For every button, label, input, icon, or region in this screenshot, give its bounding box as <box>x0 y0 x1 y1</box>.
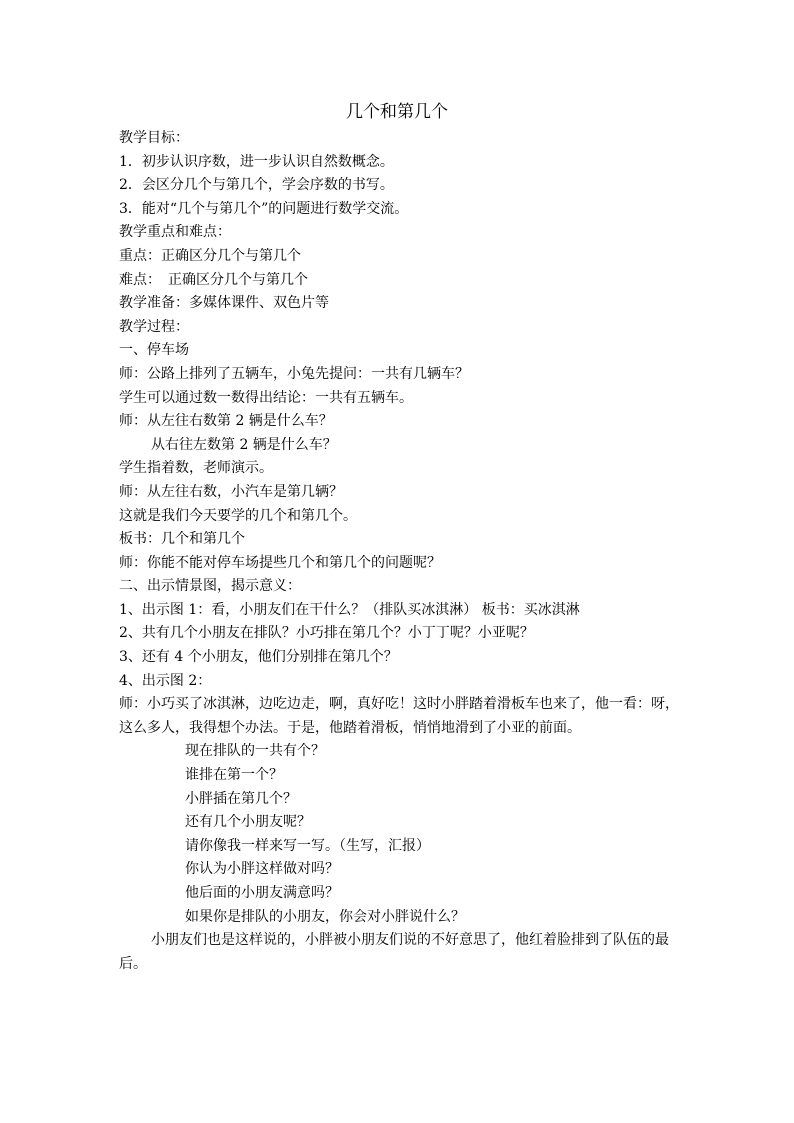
text-line: 学生指着数，老师演示。 <box>119 460 273 477</box>
objective-1: 1．初步认识序数，进一步认识自然数概念。 <box>119 153 394 170</box>
blackboard-note: 板书：几个和第几个 <box>119 531 245 548</box>
text-line: 师：从左往右数，小汽车是第几辆？ <box>119 483 343 500</box>
teaching-preparation: 教学准备：多媒体课件、双色片等 <box>119 295 329 312</box>
text-line: 学生可以通过数一数得出结论：一共有五辆车。 <box>119 389 413 406</box>
list-item: 2、共有几个小朋友在排队？小巧排在第几个？小丁丁呢？小亚呢？ <box>119 625 534 642</box>
question-line: 他后面的小朋友满意吗？ <box>185 885 339 901</box>
list-item: 1、出示图 1：看，小朋友们在干什么？（排队买冰淇淋） 板书：买冰淇淋 <box>119 601 580 618</box>
question-line: 小胖插在第几个？ <box>185 790 297 807</box>
section-heading-key-points: 教学重点和难点： <box>119 224 231 241</box>
text-line: 这就是我们今天要学的几个和第几个。 <box>119 507 357 524</box>
objective-2: 2．会区分几个与第几个，学会序数的书写。 <box>119 177 394 194</box>
question-line: 现在排队的一共有个？ <box>185 743 325 760</box>
teacher-story-paragraph: 师：小巧买了冰淇淋，边吃边走，啊，真好吃！这时小胖踏着滑板车也来了，他一看：呀，这么多人，我得想个办法。于是，他踏着滑板，悄悄地滑到了小亚的前面。 <box>119 696 679 736</box>
difficult-point: 难点： 正确区分几个与第几个 <box>119 271 308 288</box>
question-line: 还有几个小朋友呢？ <box>185 814 311 831</box>
question-line: 你认为小胖这样做对吗？ <box>185 861 339 878</box>
question-line: 谁排在第一个？ <box>185 767 283 784</box>
question-line: 请你像我一样来写一写。（生写，汇报） <box>185 837 430 854</box>
section-heading-process: 教学过程： <box>119 318 189 335</box>
question-line: 如果你是排队的小朋友，你会对小胖说什么？ <box>185 908 465 925</box>
list-item: 4、出示图 2： <box>119 672 212 689</box>
key-point: 重点：正确区分几个与第几个 <box>119 247 301 264</box>
objective-3: 3．能对“几个与第几个”的问题进行数学交流。 <box>119 200 409 217</box>
text-line: 师：公路上排列了五辆车，小兔先提问：一共有几辆车？ <box>119 365 469 382</box>
part-one-heading: 一、停车场 <box>119 342 189 359</box>
closing-paragraph: 小朋友们也是这样说的，小胖被小朋友们说的不好意思了，他红着脸排到了队伍的最后。 <box>119 932 669 972</box>
list-item: 3、还有 4 个小朋友，他们分别排在第几个？ <box>119 649 398 666</box>
document-body <box>119 127 679 976</box>
text-line: 从右往左数第 2 辆是什么车？ <box>151 436 337 453</box>
text-line: 师：从左往右数第 2 辆是什么车？ <box>119 413 333 430</box>
document-title: 几个和第几个 <box>346 102 448 122</box>
part-two-heading: 二、出示情景图，揭示意义： <box>119 578 301 595</box>
text-line: 师：你能不能对停车场提些几个和第几个的问题呢？ <box>119 554 441 571</box>
section-heading-objectives: 教学目标： <box>119 130 189 146</box>
